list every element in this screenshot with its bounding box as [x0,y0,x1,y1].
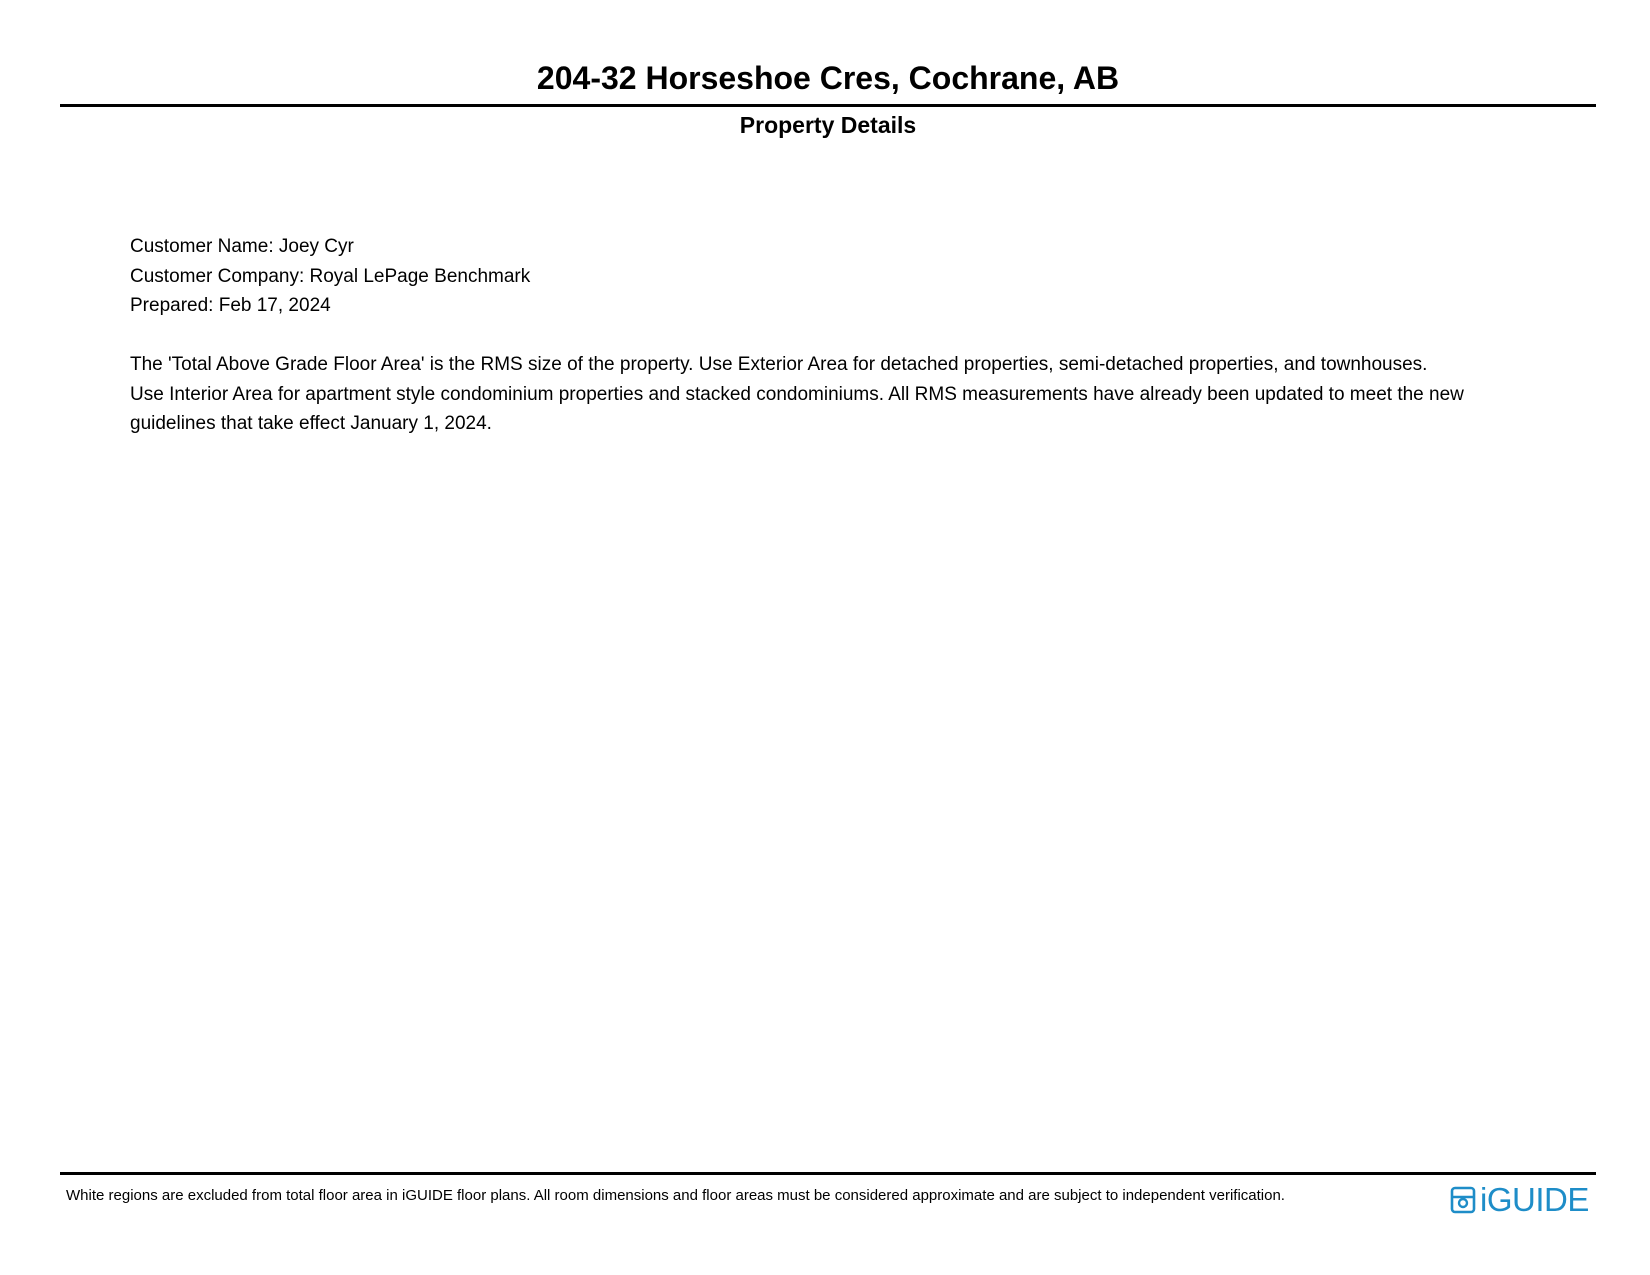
page-subtitle: Property Details [739,112,917,138]
camera-icon [1450,1186,1476,1214]
brand-name: iGUIDE [1480,1181,1589,1218]
customer-name: Customer Name: Joey Cyr [130,236,354,257]
rms-note-line: guidelines that take effect January 1, 2024. [130,413,492,434]
prepared-date: Prepared: Feb 17, 2024 [130,295,331,316]
customer-details [130,232,1530,321]
footer-divider [60,1172,1596,1175]
rms-note-line: Use Interior Area for apartment style condominium properties and stacked condominiums. All RMS measurements have already been updated to meet the new [130,383,1464,405]
header-divider [60,104,1596,107]
footer-disclaimer: White regions are excluded from total floor area in iGUIDE floor plans. All room dimensions and floor areas must be considered approximate and are subject to independent verification. [66,1187,1285,1204]
rms-note [130,350,1550,439]
page-title: 204-32 Horseshoe Cres, Cochrane, AB [536,60,1120,96]
customer-company: Customer Company: Royal LePage Benchmark [130,265,531,287]
iguide-logo [1450,1180,1589,1220]
rms-note-line: The 'Total Above Grade Floor Area' is the RMS size of the property. Use Exterior Area for detached properties, semi-detached properties, and townhouses. [130,354,1428,375]
